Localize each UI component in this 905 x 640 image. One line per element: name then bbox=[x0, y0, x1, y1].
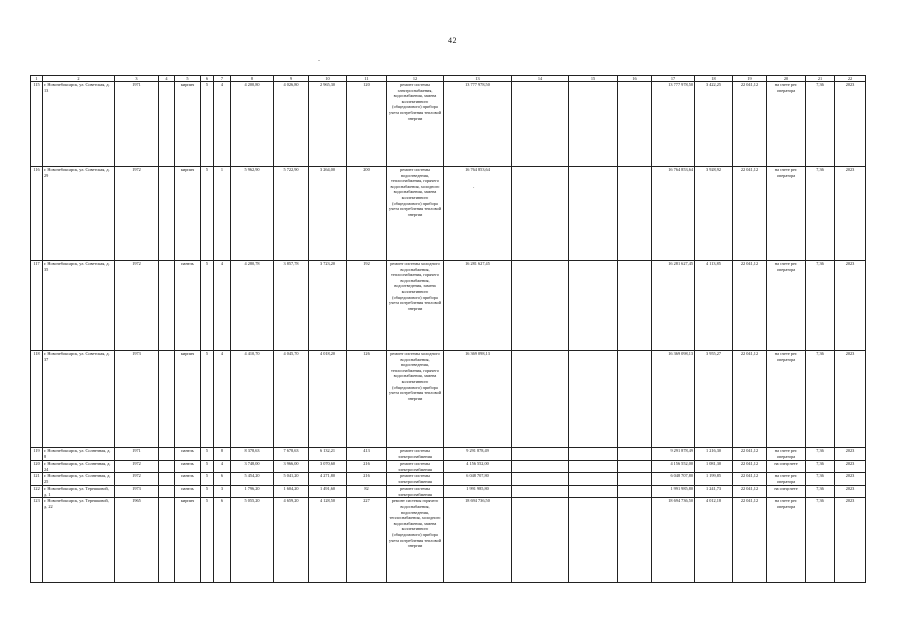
cell-area-nonliving: 3 723,20 bbox=[309, 261, 347, 351]
cell-c16 bbox=[618, 448, 652, 461]
cell-year-done: 2023 bbox=[835, 167, 866, 261]
column-number-cell: 21 bbox=[806, 76, 835, 82]
cell-residents: 216 bbox=[347, 473, 387, 486]
column-number-cell: 12 bbox=[387, 76, 444, 82]
cell-year: 1973 bbox=[115, 486, 159, 498]
cell-entrances: 4 bbox=[214, 261, 231, 351]
cell-entrances: 4 bbox=[214, 461, 231, 473]
cell-c16 bbox=[618, 167, 652, 261]
cell-works: ремонт системы электроснабжения bbox=[387, 461, 444, 473]
cell-cost-sqm: 3 928,92 bbox=[695, 167, 733, 261]
cell-c14 bbox=[512, 473, 569, 486]
cell-num: 119 bbox=[31, 448, 43, 461]
column-number-cell: 14 bbox=[512, 76, 569, 82]
cell-material: панель bbox=[175, 448, 201, 461]
cell-floors: 5 bbox=[201, 82, 214, 167]
cell-num: 121 bbox=[31, 473, 43, 486]
cell-cost-total: 16 764 853,64 bbox=[444, 167, 512, 261]
cell-area-total: 1 796,20 bbox=[231, 486, 274, 498]
cell-residents: 120 bbox=[347, 82, 387, 167]
cell-c15 bbox=[569, 351, 618, 448]
cell-c14 bbox=[512, 351, 569, 448]
cell-works: ремонт системы горячего водоснабжения, водоотведения, теплоснабжения, холодного водоснабжения, замена коллективного (общедомового) прибора учета потребления тепловой энергии bbox=[387, 498, 444, 583]
table-row bbox=[31, 461, 866, 473]
cell-c4 bbox=[159, 473, 175, 486]
cell-year: 1971 bbox=[115, 448, 159, 461]
cell-floors: 5 bbox=[201, 448, 214, 461]
cell-rate: 7,36 bbox=[806, 473, 835, 486]
cell-entrances: 3 bbox=[214, 486, 231, 498]
cell-floors: 5 bbox=[201, 473, 214, 486]
cell-cost-sqm: 1 199,85 bbox=[695, 473, 733, 486]
column-number-cell: 6 bbox=[201, 76, 214, 82]
cell-cost-sqm: 4 113,85 bbox=[695, 261, 733, 351]
cell-floors: 5 bbox=[201, 351, 214, 448]
cell-material: кирпич bbox=[175, 498, 201, 583]
cell-c4 bbox=[159, 351, 175, 448]
cell-year-done: 2023 bbox=[835, 448, 866, 461]
cell-num: 122 bbox=[31, 486, 43, 498]
cell-area-total: 5 454,20 bbox=[231, 473, 274, 486]
cell-area-total: 3 748,00 bbox=[231, 461, 274, 473]
cell-cost-fund: 16 764 853,64 bbox=[652, 167, 695, 261]
cell-residents: 216 bbox=[347, 461, 387, 473]
cell-year: 1965 bbox=[115, 498, 159, 583]
cell-c16 bbox=[618, 473, 652, 486]
cell-cost-total: 1 991 985,80 bbox=[444, 486, 512, 498]
cell-addr: г. Новочебоксарск, ул. Терешковой, д. 22 bbox=[43, 498, 115, 583]
table-row bbox=[31, 261, 866, 351]
cell-c4 bbox=[159, 498, 175, 583]
cell-c14 bbox=[512, 498, 569, 583]
cell-max-cost: 22 041,12 bbox=[733, 498, 767, 583]
cell-entrances: 1 bbox=[214, 167, 231, 261]
cell-material: панель bbox=[175, 261, 201, 351]
cell-year: 1972 bbox=[115, 473, 159, 486]
cell-material: кирпич bbox=[175, 82, 201, 167]
cell-cost-fund: 13 777 978,50 bbox=[652, 82, 695, 167]
cell-num: 115 bbox=[31, 82, 43, 167]
cell-rate: 7,36 bbox=[806, 261, 835, 351]
cell-year: 1972 bbox=[115, 167, 159, 261]
cell-max-cost: 22 041,12 bbox=[733, 82, 767, 167]
cell-max-cost: 22 041,12 bbox=[733, 351, 767, 448]
cell-c4 bbox=[159, 461, 175, 473]
cell-c14 bbox=[512, 448, 569, 461]
cell-cost-total: 18 694 736,50 bbox=[444, 498, 512, 583]
cell-max-cost: 22 041,12 bbox=[733, 448, 767, 461]
cell-c15 bbox=[569, 167, 618, 261]
cell-cost-sqm: 1 081,30 bbox=[695, 461, 733, 473]
cell-c15 bbox=[569, 461, 618, 473]
cell-area-total: 5 055,20 bbox=[231, 498, 274, 583]
table-row bbox=[31, 167, 866, 261]
cell-rate: 7,36 bbox=[806, 82, 835, 167]
cell-year: 1973 bbox=[115, 351, 159, 448]
cell-area-nonliving: 3 070,60 bbox=[309, 461, 347, 473]
cell-account: на счете рег. оператора bbox=[767, 82, 806, 167]
cell-area-living: 4 045,70 bbox=[274, 351, 309, 448]
cell-area-nonliving: 1 491,60 bbox=[309, 486, 347, 498]
cell-floors: 5 bbox=[201, 498, 214, 583]
cell-c14 bbox=[512, 461, 569, 473]
cell-account: на счете рег. оператора bbox=[767, 167, 806, 261]
cell-material: панель bbox=[175, 486, 201, 498]
cell-area-living: 7 678,63 bbox=[274, 448, 309, 461]
cell-num: 118 bbox=[31, 351, 43, 448]
cell-addr: г. Новочебоксарск, ул. Солнечная, д. 8 bbox=[43, 448, 115, 461]
cell-area-total: 4 410,70 bbox=[231, 351, 274, 448]
cell-year-done: 2023 bbox=[835, 461, 866, 473]
cell-residents: 413 bbox=[347, 448, 387, 461]
cell-cost-fund: 18 694 736,50 bbox=[652, 498, 695, 583]
column-number-cell: 19 bbox=[733, 76, 767, 82]
cell-max-cost: 22 041,12 bbox=[733, 473, 767, 486]
column-number-cell: 13 bbox=[444, 76, 512, 82]
table-row bbox=[31, 351, 866, 448]
cell-max-cost: 22 041,12 bbox=[733, 486, 767, 498]
cell-entrances: 6 bbox=[214, 473, 231, 486]
cell-residents: 192 bbox=[347, 261, 387, 351]
cell-residents: 126 bbox=[347, 351, 387, 448]
cell-residents: 227 bbox=[347, 498, 387, 583]
cell-max-cost: 22 041,12 bbox=[733, 167, 767, 261]
cell-entrances: 4 bbox=[214, 82, 231, 167]
cell-addr: г. Новочебоксарск, ул. Солнечная, д. 24 bbox=[43, 461, 115, 473]
column-number-cell: 16 bbox=[618, 76, 652, 82]
cell-c14 bbox=[512, 486, 569, 498]
cell-entrances: 6 bbox=[214, 498, 231, 583]
column-number-cell: 3 bbox=[115, 76, 159, 82]
cell-cost-sqm: 1 216,30 bbox=[695, 448, 733, 461]
cell-area-total: 4 280,78 bbox=[231, 261, 274, 351]
cell-works: ремонт системы водоотведения, теплоснабжения, горячего водоснабжения, холодного водоснабжения, замена коллективного (общедомового) прибора учета потребления тепловой энергии bbox=[387, 167, 444, 261]
cell-account: на счете рег. оператора bbox=[767, 448, 806, 461]
cell-material: кирпич bbox=[175, 167, 201, 261]
cell-material: панель bbox=[175, 473, 201, 486]
cell-c15 bbox=[569, 498, 618, 583]
cell-cost-fund: 6 048 707,80 bbox=[652, 473, 695, 486]
table-body bbox=[31, 76, 866, 583]
cell-area-living: 3 857,78 bbox=[274, 261, 309, 351]
cell-entrances: 8 bbox=[214, 448, 231, 461]
cell-area-living: 5 722,90 bbox=[274, 167, 309, 261]
cell-area-nonliving: 4 128,50 bbox=[309, 498, 347, 583]
cell-c4 bbox=[159, 167, 175, 261]
cell-c4 bbox=[159, 448, 175, 461]
cell-works: ремонт системы электроснабжения bbox=[387, 448, 444, 461]
cell-num: 117 bbox=[31, 261, 43, 351]
cell-addr: г. Новочебоксарск, ул. Советская, д. 13 bbox=[43, 82, 115, 167]
table-row bbox=[31, 486, 866, 498]
cell-cost-fund: 9 291 878,49 bbox=[652, 448, 695, 461]
cell-rate: 7,36 bbox=[806, 448, 835, 461]
cell-area-living: 5 041,20 bbox=[274, 473, 309, 486]
scan-mark: - bbox=[318, 58, 320, 64]
cell-year: 1972 bbox=[115, 461, 159, 473]
cell-c15 bbox=[569, 82, 618, 167]
cell-addr: г. Новочебоксарск, ул. Советская, д. 35 bbox=[43, 261, 115, 351]
table-row bbox=[31, 498, 866, 583]
cell-cost-fund: 16 281 627,45 bbox=[652, 261, 695, 351]
cell-account: на счете рег. оператора bbox=[767, 498, 806, 583]
cell-c16 bbox=[618, 498, 652, 583]
cell-year: 1972 bbox=[115, 261, 159, 351]
cell-year-done: 2023 bbox=[835, 486, 866, 498]
cell-c16 bbox=[618, 351, 652, 448]
cell-c16 bbox=[618, 486, 652, 498]
table-row bbox=[31, 473, 866, 486]
cell-floors: 5 bbox=[201, 261, 214, 351]
cell-cost-fund: 1 991 985,80 bbox=[652, 486, 695, 498]
cell-num: 116 bbox=[31, 167, 43, 261]
cell-addr: г. Новочебоксарск, ул. Советская, д. 29 bbox=[43, 167, 115, 261]
cell-account: на спецсчете bbox=[767, 486, 806, 498]
cell-rate: 7,36 bbox=[806, 498, 835, 583]
cell-area-living: 4 026,80 bbox=[274, 82, 309, 167]
cell-floors: 5 bbox=[201, 167, 214, 261]
column-number-cell: 8 bbox=[231, 76, 274, 82]
column-number-cell: 10 bbox=[309, 76, 347, 82]
cell-c4 bbox=[159, 486, 175, 498]
cell-c16 bbox=[618, 461, 652, 473]
cell-material: панель bbox=[175, 461, 201, 473]
cell-area-nonliving: 3 264,00 bbox=[309, 167, 347, 261]
cell-cost-sqm: 1 241,73 bbox=[695, 486, 733, 498]
cell-cost-total: 4 156 552,00 bbox=[444, 461, 512, 473]
cell-residents: 200 bbox=[347, 167, 387, 261]
cell-account: на счете рег. оператора bbox=[767, 261, 806, 351]
cell-c15 bbox=[569, 486, 618, 498]
cell-area-nonliving: 4 271,80 bbox=[309, 473, 347, 486]
column-number-cell: 22 bbox=[835, 76, 866, 82]
cell-c14 bbox=[512, 167, 569, 261]
cell-works: ремонт системы холодного водоснабжения, теплоснабжения, горячего водоснабжения, водоотведения, замена коллективного (общедомового) прибора учета потребления тепловой энергии bbox=[387, 261, 444, 351]
column-number-cell: 1 bbox=[31, 76, 43, 82]
cell-rate: 7,36 bbox=[806, 486, 835, 498]
column-number-cell: 7 bbox=[214, 76, 231, 82]
cell-addr: г. Новочебоксарск, ул. Терешковой, д. 1 bbox=[43, 486, 115, 498]
column-number-cell: 15 bbox=[569, 76, 618, 82]
cell-rate: 7,36 bbox=[806, 351, 835, 448]
cell-c4 bbox=[159, 82, 175, 167]
cell-account: на счете рег. оператора bbox=[767, 351, 806, 448]
cell-cost-total: 16 369 098,13 bbox=[444, 351, 512, 448]
cell-cost-total: 9 291 878,49 bbox=[444, 448, 512, 461]
cell-account: на счете рег. оператора bbox=[767, 473, 806, 486]
cell-floors: 5 bbox=[201, 486, 214, 498]
cell-cost-sqm: 3 422,25 bbox=[695, 82, 733, 167]
cell-works: ремонт системы электроснабжения bbox=[387, 473, 444, 486]
cell-area-living: 4 659,20 bbox=[274, 498, 309, 583]
cell-cost-fund: 4 156 552,00 bbox=[652, 461, 695, 473]
cell-year-done: 2023 bbox=[835, 82, 866, 167]
column-number-cell: 4 bbox=[159, 76, 175, 82]
cell-works: ремонт системы электроснабжения bbox=[387, 486, 444, 498]
cell-addr: г. Новочебоксарск, ул. Советская, д. 37 bbox=[43, 351, 115, 448]
cell-cost-total: 6 048 707,80 bbox=[444, 473, 512, 486]
cell-cost-sqm: 4 012,18 bbox=[695, 498, 733, 583]
cell-cost-sqm: 3 955,27 bbox=[695, 351, 733, 448]
column-number-cell: 11 bbox=[347, 76, 387, 82]
cell-account: на спецсчете bbox=[767, 461, 806, 473]
cell-residents: 82 bbox=[347, 486, 387, 498]
cell-area-total: 8 378,63 bbox=[231, 448, 274, 461]
cell-material: кирпич bbox=[175, 351, 201, 448]
cell-works: ремонт системы электроснабжения, водоснабжения, замена коллективного (общедомового) прибора учета потребления тепловой энергии bbox=[387, 82, 444, 167]
cell-entrances: 4 bbox=[214, 351, 231, 448]
cell-area-nonliving: 4 018,20 bbox=[309, 351, 347, 448]
cell-c15 bbox=[569, 473, 618, 486]
cell-c15 bbox=[569, 261, 618, 351]
column-number-cell: 5 bbox=[175, 76, 201, 82]
cell-works: ремонт системы холодного водоснабжения, водоотведения, теплоснабжения, горячего водоснабжения, замена коллективного (общедомового) прибора учета потребления тепловой энергии bbox=[387, 351, 444, 448]
cell-year-done: 2023 bbox=[835, 473, 866, 486]
cell-addr: г. Новочебоксарск, ул. Солнечная, д. 25 bbox=[43, 473, 115, 486]
cell-max-cost: 22 041,12 bbox=[733, 461, 767, 473]
cell-c16 bbox=[618, 261, 652, 351]
column-number-cell: 2 bbox=[43, 76, 115, 82]
cell-c14 bbox=[512, 261, 569, 351]
table-row bbox=[31, 82, 866, 167]
cell-num: 120 bbox=[31, 461, 43, 473]
cell-max-cost: 22 041,12 bbox=[733, 261, 767, 351]
cell-cost-total: 16 281 627,45 bbox=[444, 261, 512, 351]
cell-year-done: 2023 bbox=[835, 351, 866, 448]
cell-year: 1971 bbox=[115, 82, 159, 167]
column-number-cell: 9 bbox=[274, 76, 309, 82]
cell-area-nonliving: 2 965,30 bbox=[309, 82, 347, 167]
cell-area-total: 5 962,90 bbox=[231, 167, 274, 261]
cell-cost-total: 13 777 978,50 bbox=[444, 82, 512, 167]
table-row bbox=[31, 448, 866, 461]
cell-area-total: 4 200,80 bbox=[231, 82, 274, 167]
cell-cost-fund: 16 369 098,13 bbox=[652, 351, 695, 448]
scan-mark: . bbox=[473, 184, 475, 190]
cell-c16 bbox=[618, 82, 652, 167]
column-number-cell: 20 bbox=[767, 76, 806, 82]
cell-year-done: 2023 bbox=[835, 498, 866, 583]
repair-program-table bbox=[30, 75, 866, 583]
column-number-cell: 17 bbox=[652, 76, 695, 82]
cell-rate: 7,36 bbox=[806, 461, 835, 473]
cell-c15 bbox=[569, 448, 618, 461]
cell-rate: 7,36 bbox=[806, 167, 835, 261]
cell-c4 bbox=[159, 261, 175, 351]
cell-area-living: 1 604,20 bbox=[274, 486, 309, 498]
cell-year-done: 2023 bbox=[835, 261, 866, 351]
page-number: 42 bbox=[448, 36, 457, 45]
cell-floors: 5 bbox=[201, 461, 214, 473]
cell-area-nonliving: 6 132,21 bbox=[309, 448, 347, 461]
cell-c14 bbox=[512, 82, 569, 167]
column-number-cell: 18 bbox=[695, 76, 733, 82]
cell-area-living: 3 966,00 bbox=[274, 461, 309, 473]
cell-num: 123 bbox=[31, 498, 43, 583]
